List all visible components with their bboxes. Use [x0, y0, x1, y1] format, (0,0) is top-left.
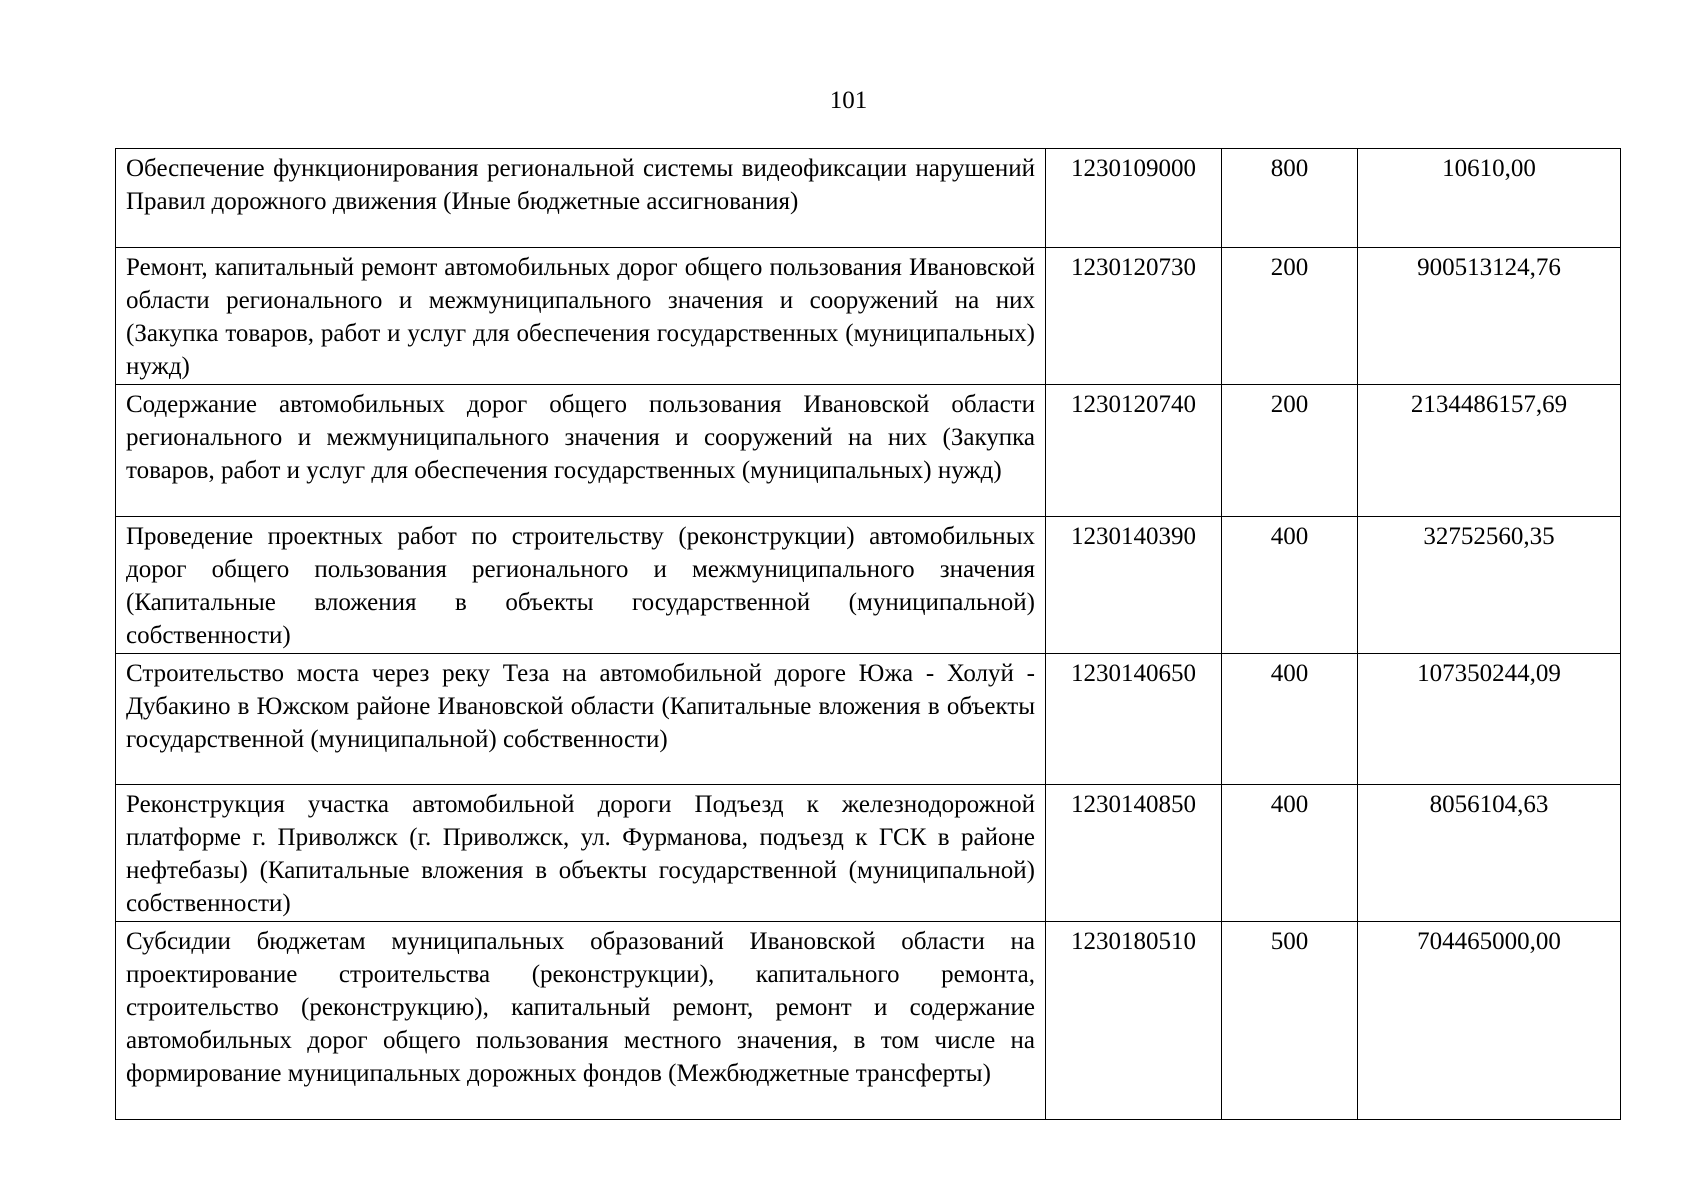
row-code-cell: 1230180510 — [1046, 922, 1222, 1120]
row-type-cell: 200 — [1222, 385, 1358, 517]
row-name-cell: Субсидии бюджетам муниципальных образований Ивановской области на проектирование строительства (реконструкции), капитального ремонта, строительство (реконструкцию), капитальный ремонт, ремонт и содержание автомобильных дорог общего пользования местного значения, в том числе на формирование муниципальных дорожных фондов (Межбюджетные трансферты) — [116, 922, 1046, 1120]
row-type-cell: 200 — [1222, 248, 1358, 385]
table-row — [116, 785, 1621, 922]
row-code-cell: 1230140390 — [1046, 517, 1222, 654]
row-sum-cell: 10610,00 — [1358, 149, 1621, 248]
row-name-cell: Обеспечение функционирования региональной системы видеофиксации нарушений Правил дорожного движения (Иные бюджетные ассигнования) — [116, 149, 1046, 248]
row-code-cell: 1230140650 — [1046, 654, 1222, 785]
row-sum-cell: 704465000,00 — [1358, 922, 1621, 1120]
table-row — [116, 922, 1621, 1120]
row-sum-cell: 2134486157,69 — [1358, 385, 1621, 517]
page-number: 101 — [829, 87, 868, 114]
row-type-cell: 500 — [1222, 922, 1358, 1120]
row-sum-cell: 107350244,09 — [1358, 654, 1621, 785]
row-name-cell: Реконструкция участка автомобильной дороги Подъезд к железнодорожной платформе г. Приволжск (г. Приволжск, ул. Фурманова, подъезд к ГСК в районе нефтебазы) (Капитальные вложения в объекты государственной (муниципальной) собственности) — [116, 785, 1046, 922]
table-row — [116, 385, 1621, 517]
row-sum-cell: 32752560,35 — [1358, 517, 1621, 654]
budget-table — [115, 148, 1621, 1120]
table-row — [116, 517, 1621, 654]
row-name-cell: Строительство моста через реку Теза на автомобильной дороге Южа - Холуй - Дубакино в Южском районе Ивановской области (Капитальные вложения в объекты государственной (муниципальной) собственности) — [116, 654, 1046, 785]
row-sum-cell: 900513124,76 — [1358, 248, 1621, 385]
row-code-cell: 1230140850 — [1046, 785, 1222, 922]
table-row — [116, 654, 1621, 785]
row-type-cell: 400 — [1222, 785, 1358, 922]
row-code-cell: 1230109000 — [1046, 149, 1222, 248]
row-type-cell: 800 — [1222, 149, 1358, 248]
row-code-cell: 1230120740 — [1046, 385, 1222, 517]
table-row — [116, 149, 1621, 248]
row-name-cell: Ремонт, капитальный ремонт автомобильных дорог общего пользования Ивановской области регионального и межмуниципального значения и сооружений на них (Закупка товаров, работ и услуг для обеспечения государственных (муниципальных) нужд) — [116, 248, 1046, 385]
row-type-cell: 400 — [1222, 654, 1358, 785]
row-name-cell: Проведение проектных работ по строительству (реконструкции) автомобильных дорог общего пользования регионального и межмуниципального значения (Капитальные вложения в объекты государственной (муниципальной) собственности) — [116, 517, 1046, 654]
table-row — [116, 248, 1621, 385]
row-type-cell: 400 — [1222, 517, 1358, 654]
row-sum-cell: 8056104,63 — [1358, 785, 1621, 922]
row-code-cell: 1230120730 — [1046, 248, 1222, 385]
row-name-cell: Содержание автомобильных дорог общего пользования Ивановской области регионального и межмуниципального значения и сооружений на них (Закупка товаров, работ и услуг для обеспечения государственных (муниципальных) нужд) — [116, 385, 1046, 517]
